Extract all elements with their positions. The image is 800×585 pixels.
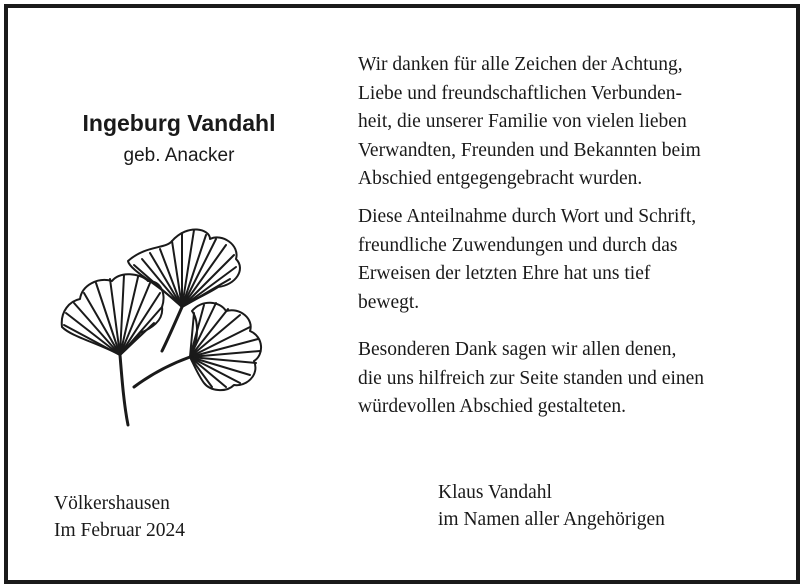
maiden-name: geb. Anacker	[123, 145, 235, 166]
place-name: Völkershausen	[54, 493, 170, 514]
text-line: Diese Anteilnahme durch Wort und Schrift,	[358, 206, 697, 227]
text-line: Erweisen der letzten Ehre hat uns tief	[358, 263, 651, 284]
sympathy-paragraph	[358, 203, 778, 317]
text-line: die uns hilfreich zur Seite standen und einen	[358, 367, 705, 389]
text-line: würdevollen Abschied gestalteten.	[358, 396, 627, 417]
thanks-paragraph	[358, 51, 778, 194]
signer-note: im Namen aller Angehörigen	[438, 509, 665, 530]
text-line: Wir danken für alle Zeichen der Achtung,	[358, 54, 683, 75]
text-line: Besonderen Dank sagen wir allen denen,	[358, 339, 677, 360]
ginkgo-leaves-icon	[50, 215, 280, 445]
signature-block	[438, 479, 665, 533]
text-line: bewegt.	[358, 291, 420, 313]
special-thanks-paragraph	[358, 336, 778, 422]
text-line: Liebe und freundschaftlichen Verbunden-	[358, 82, 682, 104]
notice-date: Im Februar 2024	[54, 520, 186, 541]
signer-name: Klaus Vandahl	[438, 482, 552, 503]
place-date-block	[54, 490, 185, 544]
deceased-name: Ingeburg Vandahl	[82, 110, 276, 136]
text-line: heit, die unserer Familie von vielen lieben	[358, 111, 687, 132]
text-line: freundliche Zuwendungen und durch das	[358, 234, 678, 256]
text-line: Verwandten, Freunden und Bekannten beim	[358, 139, 701, 161]
text-line: Abschied entgegengebracht wurden.	[358, 168, 643, 189]
